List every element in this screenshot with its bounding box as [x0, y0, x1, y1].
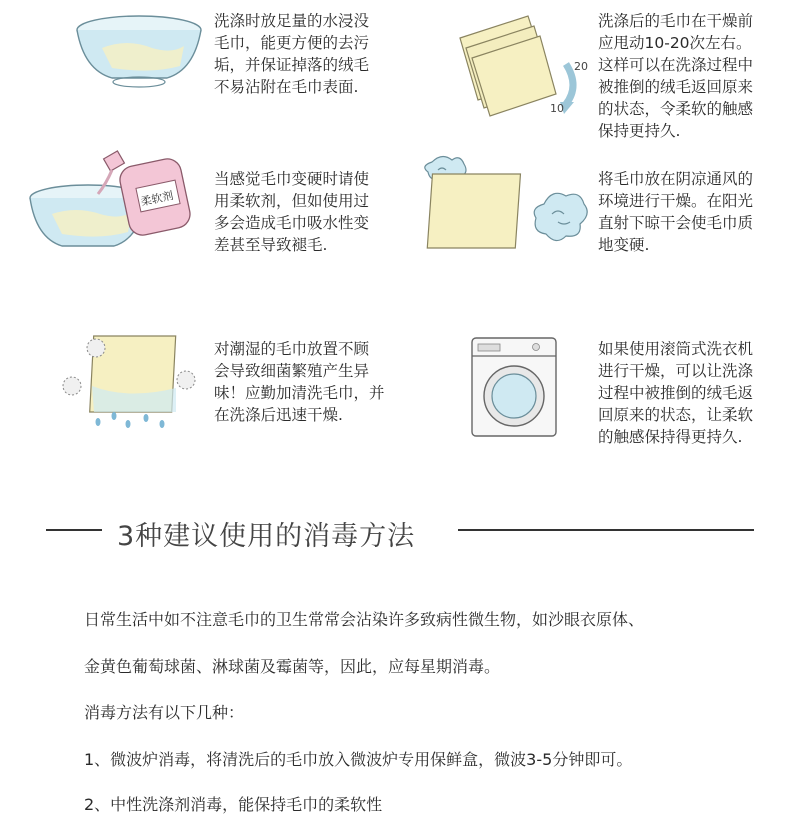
section-heading [0, 510, 800, 550]
damp-towel-germs-illustration [58, 330, 208, 430]
tip-line: 多会造成毛巾吸水性变 [214, 214, 370, 232]
tip-line: 对潮湿的毛巾放置不顾 [214, 340, 370, 358]
tip-line: 在洗涤后迅速干燥. [214, 406, 343, 424]
tip-line: 洗涤时放足量的水浸没 [214, 12, 370, 30]
towel-wind-illustration [412, 152, 592, 256]
tip-line: 应甩动10-20次左右。 [598, 34, 752, 52]
tip-line: 洗涤后的毛巾在干燥前 [598, 12, 754, 30]
tip-line: 味！应勤加清洗毛巾，并 [214, 384, 385, 402]
tip-line: 保持更持久. [598, 122, 681, 140]
tip-line: 过程中被推倒的绒毛返 [598, 384, 754, 402]
body-line: 2、中性洗涤剂消毒，能保持毛巾的柔软性 [84, 795, 383, 814]
count-label-bottom: 10 [550, 102, 564, 115]
tip-line: 如果使用滚筒式洗衣机 [598, 340, 754, 358]
tip-line: 回原来的状态，让柔软 [598, 406, 754, 424]
body-line: 消毒方法有以下几种： [84, 703, 245, 722]
tip-line: 被推倒的绒毛返回原来 [598, 78, 754, 96]
section-title: 3种建议使用的消毒方法 [117, 521, 416, 552]
tip-line: 的触感保持得更持久. [598, 428, 743, 446]
tip-line: 垢，并保证掉落的绒毛 [214, 56, 370, 74]
body-line: 日常生活中如不注意毛巾的卫生常常会沾染许多致病性微生物，如沙眼衣原体、 [84, 610, 645, 629]
softener-bottle-basin-illustration [26, 148, 196, 258]
tip-line: 会导致细菌繁殖产生异 [214, 362, 370, 380]
tip-line: 将毛巾放在阴凉通风的 [598, 170, 754, 188]
tip-line: 不易沾附在毛巾表面. [214, 78, 359, 96]
tip-line: 当感觉毛巾变硬时请使 [214, 170, 370, 188]
towel-stack-shake-illustration [448, 8, 598, 123]
bottle-label: 柔软剂 [139, 188, 175, 209]
body-line: 金黄色葡萄球菌、淋球菌及霉菌等，因此，应每星期消毒。 [84, 657, 501, 676]
washing-machine-icon [470, 336, 560, 440]
tip-line: 环境进行干燥。在阳光 [598, 192, 754, 210]
tip-line: 这样可以在洗涤过程中 [598, 56, 754, 74]
tip-line: 的状态，令柔软的触感 [598, 100, 754, 118]
tip-line: 地变硬. [598, 236, 650, 254]
tip-line: 直射下晾干会使毛巾质 [598, 214, 754, 232]
basin-soak-illustration [72, 8, 207, 90]
heading-rule-right [458, 529, 754, 531]
count-label-top: 20 [574, 60, 588, 73]
tip-line: 进行干燥，可以让洗涤 [598, 362, 754, 380]
tip-line: 毛巾，能更方便的去污 [214, 34, 370, 52]
heading-rule-left [46, 529, 102, 531]
body-line: 1、微波炉消毒，将清洗后的毛巾放入微波炉专用保鲜盒，微波3-5分钟即可。 [84, 750, 633, 769]
tip-line: 用柔软剂，但如使用过 [214, 192, 370, 210]
tip-line: 差甚至导致褪毛. [214, 236, 328, 254]
